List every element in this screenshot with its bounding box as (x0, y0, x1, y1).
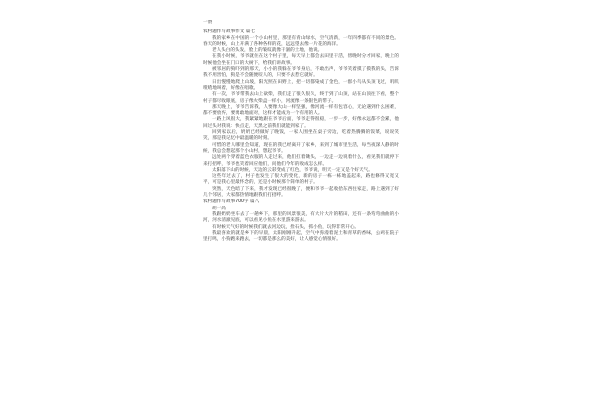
paragraph: 日出慢慢地爬上山坡，阳光照在田野上，把一切都染成了金色，一群小鸟从头顶飞过，叽叽喳喳地叫着，好像在唱歌。 (203, 79, 399, 91)
paragraph: 可惜的老人哪里会知道，现在的我已经离开了家乡，来到了城市里生活，每当夜深人静的时候，我总会想起那个小山村，想起爷爷。 (203, 142, 399, 154)
essay-title: 农村题作写故事700字 篇八 (203, 199, 260, 205)
paragraph: 被邻居的狗吓到的那天，小小的我躲在爷爷身后，不敢出声，爷爷笑着摸了摸我的头，告诉我不用害怕，狗是不会随便咬人的，只要不去惹它就好。 (203, 67, 399, 79)
paragraph: 有时候天气好的时候我们就去河边玩，捡石头，抓小鱼，玩得非常开心。 (212, 224, 360, 230)
paragraph: 有一次，爷爷带我去山上砍柴，我们走了很久很久，终于到了山顶，站在山顶往下看，整个村子都尽收眼底，房子像火柴盒一样小，河流像一条银色的带子。 (203, 92, 399, 104)
essay-body (203, 36, 399, 200)
document-page (203, 20, 399, 392)
essay-title: 农村题作写故事作文 篇七 (203, 29, 255, 35)
paragraph: 我跟奶奶坐车去了一趟乡下，那里的风景很美，有大片大片的稻田，还有一条弯弯曲曲的小河，河水清澈见底，可以看见小鱼在水里游来游去。 (203, 211, 399, 224)
paragraph: 回到家以后，奶奶已经做好了晚饭，一家人围坐在桌子旁边，吃着热腾腾的饭菜，说说笑笑，那是我记忆中最温暖的时刻。 (203, 130, 399, 142)
paragraph: 一路上风很大，我紧紧地跟在爷爷后面，爷爷走得很稳，一步一步，好像永远都不会累，他回过头对我说：快点走，天黑之前我们就能到家了。 (203, 117, 399, 129)
paragraph: 那天晚上，爷爷告诉我，人要像大山一样坚强，像河流一样有包容心，无论遇到什么困难，都不要放弃，要勇敢地面对，这样才能成为一个有用的人。 (203, 104, 399, 117)
paragraph: 我最喜欢的就是乡下的早晨，太阳刚刚升起，空气中弥漫着泥土和青草的香味，公鸡在院子里打鸣，小狗跑来跑去，一切都是那么的美好，让人感觉心情很好。 (203, 230, 399, 243)
paragraph: 在我小时候，爷爷就住在这个村子里，每天早上都会去田里干活，傍晚时分才回家，晚上的时候他会坐在门口的大树下，给我们讲故事。 (203, 54, 399, 66)
paragraph: 太阳落下山的时候，天边的云彩变成了红色，爷爷说，明天一定又是个好天气。 (212, 167, 373, 173)
paragraph: 这些年过去了，村子也发生了很大的变化，新的房子一栋一栋地盖起来，路也修得又宽又平，可是我心里最怀念的，还是小时候那个简单的村子。 (203, 174, 399, 186)
essay-author: 胡一高 (212, 205, 226, 211)
paragraph: 老人头白的头发，脸上的皱纹就像干涸的土地，他说。 (212, 48, 323, 54)
paragraph: 我的家乡在中国的一个小山村里，那里有青山绿水，空气清新，一年四季都有不同的景色。春天的时候，山上开满了各种各样的花，远远望去像一片花的海洋。 (203, 35, 399, 47)
top-label: 一赞 (203, 20, 213, 25)
paragraph: 远处两个穿着蓝色衣服的人走过来，他们扛着锄头，一边走一边说着什么，看见我们就停下来打招呼，爷爷也笑着回应他们，问他们今年的收成怎么样。 (203, 155, 399, 167)
essay-body (203, 212, 399, 243)
paragraph: 突然，天色暗了下来，我才发现已经很晚了，便和爷爷一起收拾东西往家走，路上遇到了好几个邻居，大家都热情地跟我们打招呼。 (203, 186, 399, 199)
